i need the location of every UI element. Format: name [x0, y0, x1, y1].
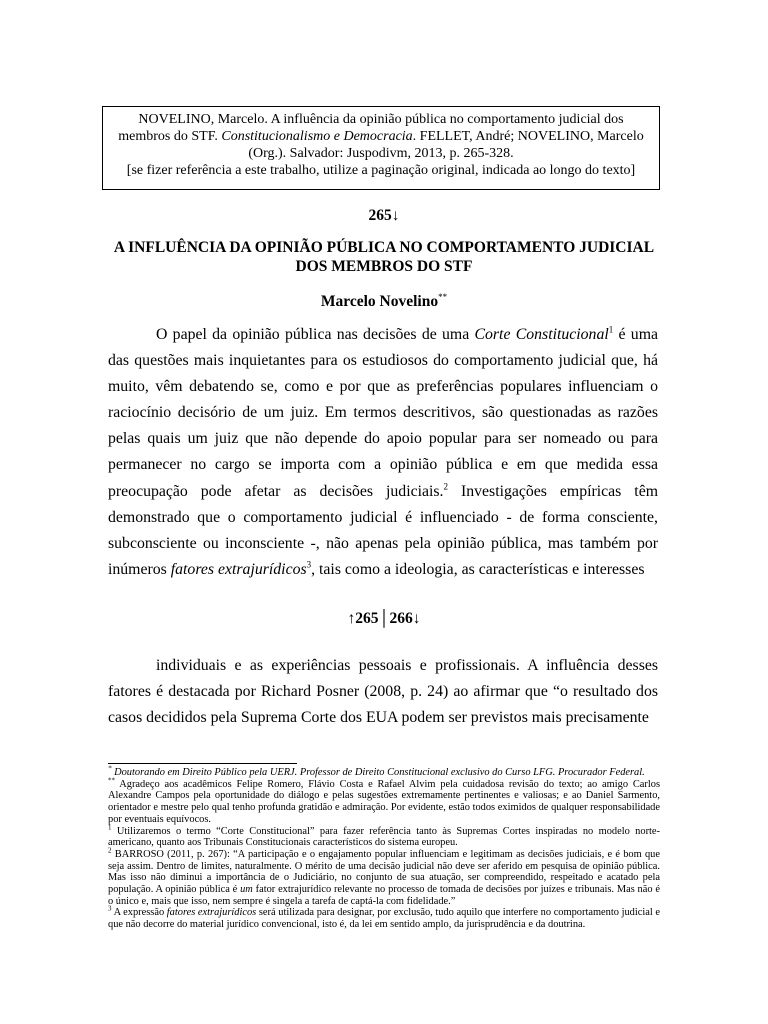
footnote-double-star-text: Agradeço aos acadêmicos Felipe Romero, Flávio Costa e Rafael Alvim pela cuidadosa revisão do texto; ao amigo Carlos Alexandre Campos pela oportunidade do diálogo e pelas sugestões extremamente pertinentes e valiosas; e ao Daniel Sarmento, orientador e mestre pelo qual tenho profunda gratidão e admiração. Por evidente, estão todos eximidos de qualquer responsabilidade por eventuais equívocos. [108, 778, 660, 825]
footnote-3 [108, 904, 660, 931]
page-marker-top: 265↓ [368, 207, 400, 224]
footnote-star-text: Doutorando em Direito Público pela UERJ. Professor de Direito Constitucional exclusivo do Curso LFG. Procurador Federal. [111, 767, 645, 778]
article-title: A INFLUÊNCIA DA OPINIÃO PÚBLICA NO COMPORTAMENTO JUDICIAL DOS MEMBROS DO STF [113, 239, 655, 275]
footnote-2-text-b: fator extrajurídico relevante no processo de tomada de decisões por juízes e tribunais. Mas não é o único e, mais que isso, nem sempre é singela a tarefa de captá-la com fidelidade.” [108, 884, 660, 907]
paragraph-1-text-b: é uma das questões mais inquietantes para os estudiosos do comportamento judicial que, há muito, vêm debatendo se, como e por que as preferências populares influenciam o raciocínio decisório de um juiz. Em termos descritivos, são questionadas as razões pelas quais um juiz que não depende do apoio popular para ser nomeado ou para permanecer no cargo se importa com a opinião pública e em que medida essa preocupação pode afetar as decisões judiciais. [108, 326, 658, 500]
paragraph-1-italic-a: Corte Constitucional [474, 326, 609, 343]
author-line [0, 292, 768, 311]
citation-note: [se fizer referência a este trabalho, utilize a paginação original, indicada ao longo do texto] [126, 163, 636, 178]
footnote-star-marker: * [108, 764, 112, 773]
footnote-double-star-marker: ** [108, 776, 115, 785]
paragraph-1-text-c: Investigações empíricas têm demonstrado que o comportamento judicial é influenciado - de forma consciente, subconsciente ou inconsciente -, não apenas pela opinião pública, mas também por inúmeros [108, 482, 658, 578]
citation-book-title: Constitucionalismo e Democracia [221, 129, 413, 144]
footnote-star [108, 764, 660, 779]
footnote-1-text: Utilizaremos o termo “Corte Constitucional” para fazer referência tanto às Supremas Cortes inspiradas no modelo norte-americano, quanto aos Tribunais Constitucionais característicos do sistema europeu. [108, 825, 660, 849]
paragraph-2 [108, 653, 658, 731]
footnote-2-marker: 2 [108, 846, 112, 855]
footnote-2-italic: um [240, 884, 253, 896]
footnote-3-italic: fatores extrajurídicos [166, 907, 257, 919]
footnote-double-star [108, 776, 660, 826]
paragraph-1 [108, 322, 658, 583]
footnotes [108, 764, 660, 931]
citation-publisher: . FELLET, André; NOVELINO, Marcelo (Org.). Salvador: Juspodivm, 2013, p. 265-328. [248, 129, 644, 161]
citation-box [102, 106, 660, 190]
paragraph-1-italic-b: fatores extrajurídicos [170, 560, 307, 578]
footnote-divider [108, 763, 297, 764]
footnote-2-text-a: BARROSO (2011, p. 267): “A participação e o engajamento popular influenciam e legitimam as decisões judiciais, e é bom que seja assim. Dentro de limites, naturalmente. O mérito de uma decisão judicial não deve ser aferido em pesquisa de opinião pública. Mas isso não diminui a importância de o Judiciário, no conjunto de sua atuação, ser compreendido, respeitado e acatado pela população. A opinião pública é [108, 848, 660, 896]
author-name: Marcelo Novelino [320, 293, 439, 311]
paragraph-1-text-a: O papel da opinião pública nas decisões de uma [156, 326, 475, 343]
paragraph-1-text-d: , tais como a ideologia, as características e interesses [311, 560, 645, 578]
footnote-ref-2: 2 [443, 481, 448, 492]
footnote-ref-3: 3 [306, 559, 312, 570]
footnote-1-marker: 1 [108, 823, 112, 832]
citation-text: NOVELINO, Marcelo. A influência da opinião pública no comportamento judicial dos membros do STF. [118, 112, 624, 144]
footnote-ref-1: 1 [608, 324, 614, 335]
footnote-2 [108, 846, 660, 908]
footnote-3-text-a: A expressão [111, 907, 167, 919]
page-marker-mid: ↑265│266↓ [347, 610, 421, 627]
paragraph-2-text: individuais e as experiências pessoais e profissionais. A influência desses fatores é destacada por Richard Posner (2008, p. 24) ao afirmar que “o resultado dos casos decididos pela Suprema Corte dos EUA podem ser previstos mais precisamente [108, 657, 658, 727]
footnote-1 [108, 823, 660, 849]
footnote-3-text-b: será utilizada para designar, por exclusão, tudo aquilo que interfere no comportamento judicial e que não decorre do material jurídico convencional, isto é, da lei em sentido amplo, da jurisprudência e da doutrina. [108, 907, 660, 931]
author-footnote-marker: ** [438, 292, 448, 302]
footnote-3-marker: 3 [108, 904, 112, 913]
